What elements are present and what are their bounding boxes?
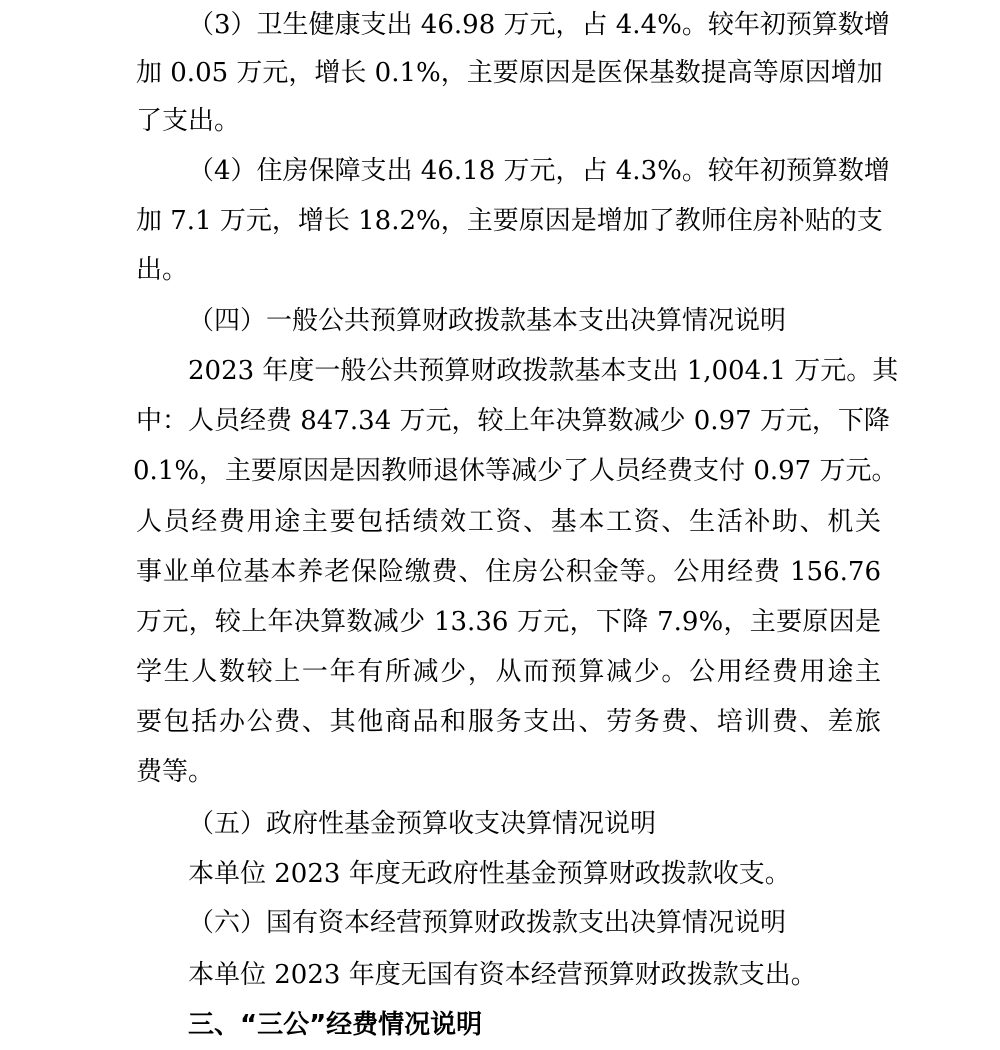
para-basic-line-6: 万元，较上年决算数减少 13.36 万元，下降 7.9%，主要原因是	[136, 607, 881, 637]
para-basic-line-9: 费等。	[136, 757, 215, 787]
section-heading-three-public-expenses: 三、“三公”经费情况说明	[188, 1010, 483, 1040]
heading-basic-expenditure: （四）一般公共预算财政拨款基本支出决算情况说明	[188, 306, 787, 336]
para-health-line-2: 加 0.05 万元，增长 0.1%，主要原因是医保基数提高等原因增加	[136, 58, 883, 88]
para-basic-line-8: 要包括办公费、其他商品和服务支出、劳务费、培训费、差旅	[136, 707, 881, 737]
para-health-line-1: （3）卫生健康支出 46.98 万元，占 4.4%。较年初预算数增	[188, 10, 890, 40]
para-basic-line-3: 0.1%，主要原因是因教师退休等减少了人员经费支付 0.97 万元。	[133, 456, 898, 486]
para-state-capital: 本单位 2023 年度无国有资本经营预算财政拨款支出。	[188, 960, 817, 990]
para-basic-line-4: 人员经费用途主要包括绩效工资、基本工资、生活补助、机关	[136, 507, 881, 537]
para-health-line-3: 了支出。	[136, 106, 241, 136]
para-housing-line-1: （4）住房保障支出 46.18 万元，占 4.3%。较年初预算数增	[188, 156, 890, 186]
para-basic-line-2: 中：人员经费 847.34 万元，较上年决算数减少 0.97 万元，下降	[136, 406, 890, 436]
para-basic-line-7: 学生人数较上一年有所减少，从而预算减少。公用经费用途主	[136, 657, 881, 687]
para-basic-line-1: 2023 年度一般公共预算财政拨款基本支出 1,004.1 万元。其	[188, 356, 899, 386]
para-government-fund: 本单位 2023 年度无政府性基金预算财政拨款收支。	[188, 859, 791, 889]
para-basic-line-5: 事业单位基本养老保险缴费、住房公积金等。公用经费 156.76	[136, 557, 881, 587]
para-housing-line-3: 出。	[136, 255, 189, 285]
heading-state-capital: （六）国有资本经营预算财政拨款支出决算情况说明	[188, 908, 787, 938]
para-housing-line-2: 加 7.1 万元，增长 18.2%，主要原因是增加了教师住房补贴的支	[136, 206, 883, 236]
heading-government-fund: （五）政府性基金预算收支决算情况说明	[188, 809, 657, 839]
